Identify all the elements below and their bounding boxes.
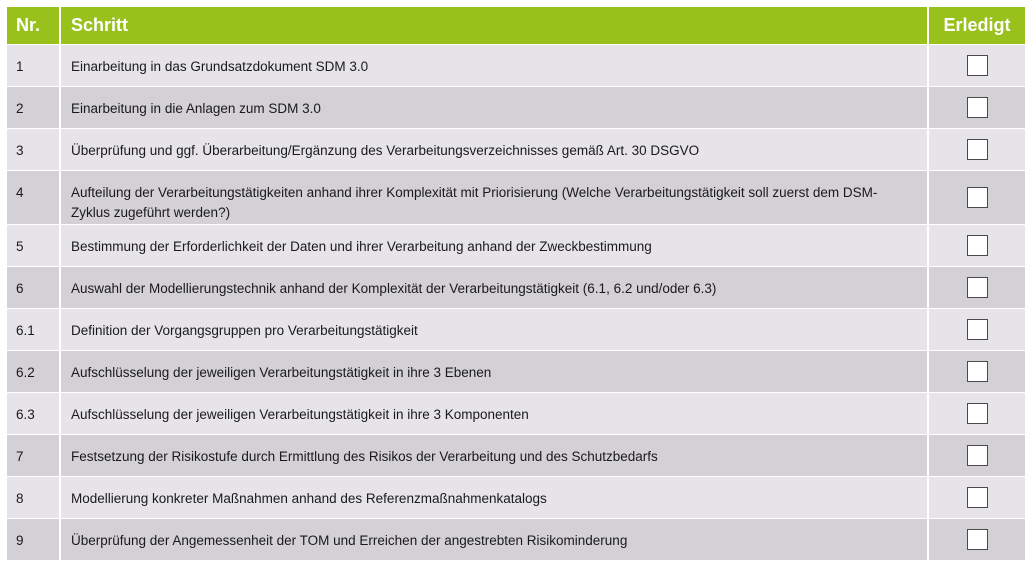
done-checkbox[interactable] — [967, 55, 988, 76]
checklist-table-container — [7, 7, 1025, 560]
row-number: 8 — [7, 476, 61, 518]
done-checkbox[interactable] — [967, 445, 988, 466]
row-number: 7 — [7, 434, 61, 476]
row-step-text: Definition der Vorgangsgruppen pro Verarbeitungstätigkeit — [61, 308, 929, 350]
row-number: 3 — [7, 128, 61, 170]
table-row — [7, 170, 1025, 224]
done-checkbox[interactable] — [967, 235, 988, 256]
table-header-row — [7, 7, 1025, 44]
row-done-cell — [929, 44, 1025, 86]
done-checkbox[interactable] — [967, 529, 988, 550]
row-number: 6.1 — [7, 308, 61, 350]
row-number: 5 — [7, 224, 61, 266]
table-row — [7, 308, 1025, 350]
row-step-text: Aufschlüsselung der jeweiligen Verarbeitungstätigkeit in ihre 3 Ebenen — [61, 350, 929, 392]
row-done-cell — [929, 224, 1025, 266]
row-number: 2 — [7, 86, 61, 128]
table-row — [7, 392, 1025, 434]
row-done-cell — [929, 308, 1025, 350]
table-row — [7, 476, 1025, 518]
row-step-text: Bestimmung der Erforderlichkeit der Daten und ihrer Verarbeitung anhand der Zweckbestimmung — [61, 224, 929, 266]
row-done-cell — [929, 350, 1025, 392]
done-checkbox[interactable] — [967, 97, 988, 118]
row-step-text: Überprüfung und ggf. Überarbeitung/Ergänzung des Verarbeitungsverzeichnisses gemäß Art. 30 DSGVO — [61, 128, 929, 170]
row-done-cell — [929, 86, 1025, 128]
row-done-cell — [929, 518, 1025, 560]
table-row — [7, 128, 1025, 170]
row-step-text: Einarbeitung in das Grundsatzdokument SDM 3.0 — [61, 44, 929, 86]
table-row — [7, 86, 1025, 128]
row-step-text: Aufschlüsselung der jeweiligen Verarbeitungstätigkeit in ihre 3 Komponenten — [61, 392, 929, 434]
done-checkbox[interactable] — [967, 139, 988, 160]
row-number: 9 — [7, 518, 61, 560]
row-step-text: Einarbeitung in die Anlagen zum SDM 3.0 — [61, 86, 929, 128]
table-row — [7, 518, 1025, 560]
column-header-step: Schritt — [61, 7, 929, 44]
done-checkbox[interactable] — [967, 487, 988, 508]
done-checkbox[interactable] — [967, 361, 988, 382]
row-done-cell — [929, 128, 1025, 170]
done-checkbox[interactable] — [967, 277, 988, 298]
row-done-cell — [929, 476, 1025, 518]
table-row — [7, 434, 1025, 476]
done-checkbox[interactable] — [967, 403, 988, 424]
done-checkbox[interactable] — [967, 187, 988, 208]
row-done-cell — [929, 392, 1025, 434]
checklist-table — [7, 7, 1025, 560]
row-done-cell — [929, 266, 1025, 308]
row-number: 4 — [7, 170, 61, 224]
row-step-text: Überprüfung der Angemessenheit der TOM und Erreichen der angestrebten Risikominderung — [61, 518, 929, 560]
row-step-text: Auswahl der Modellierungstechnik anhand der Komplexität der Verarbeitungstätigkeit (6.1, 6.2 und/oder 6.3) — [61, 266, 929, 308]
table-row — [7, 266, 1025, 308]
row-step-text: Aufteilung der Verarbeitungstätigkeiten anhand ihrer Komplexität mit Priorisierung (Welche Verarbeitungstätigkeit soll zuerst dem DSM-Zyklus zugeführt werden?) — [61, 170, 929, 224]
row-step-text: Modellierung konkreter Maßnahmen anhand des Referenzmaßnahmenkatalogs — [61, 476, 929, 518]
column-header-nr: Nr. — [7, 7, 61, 44]
row-number: 6.3 — [7, 392, 61, 434]
done-checkbox[interactable] — [967, 319, 988, 340]
row-done-cell — [929, 434, 1025, 476]
row-step-text: Festsetzung der Risikostufe durch Ermittlung des Risikos der Verarbeitung und des Schutzbedarfs — [61, 434, 929, 476]
row-number: 1 — [7, 44, 61, 86]
row-number: 6 — [7, 266, 61, 308]
table-row — [7, 224, 1025, 266]
table-row — [7, 44, 1025, 86]
table-row — [7, 350, 1025, 392]
column-header-done: Erledigt — [929, 7, 1025, 44]
row-done-cell — [929, 170, 1025, 224]
row-number: 6.2 — [7, 350, 61, 392]
